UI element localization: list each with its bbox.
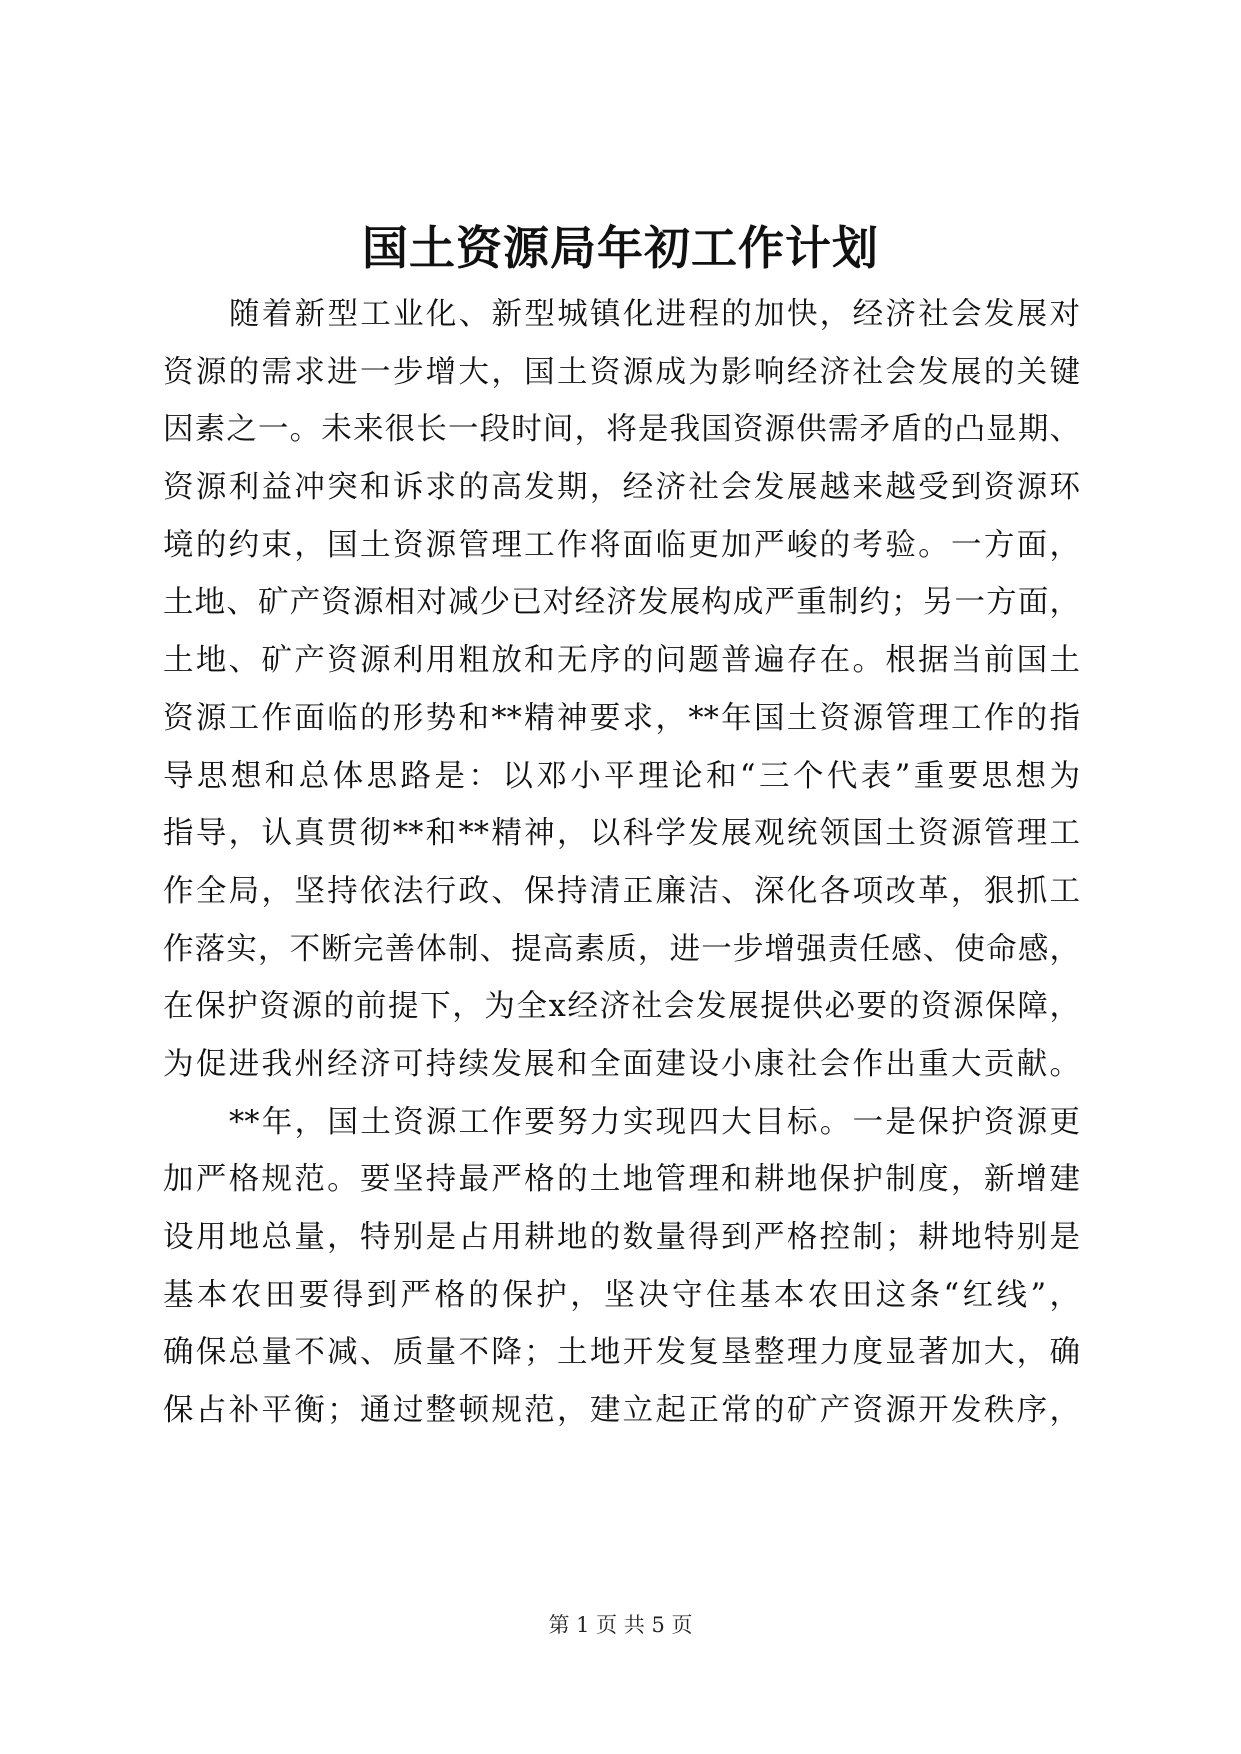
text-line: 资源的需求进一步增大，国土资源成为影响经济社会发展的关键 <box>163 354 1080 390</box>
text-line: 因素之一。未来很长一段时间，将是我国资源供需矛盾的凸显期、 <box>163 412 1080 448</box>
text-line: 确保总量不减、质量不降；土地开发复垦整理力度显著加大，确 <box>163 1335 1080 1371</box>
text-line: 土地、矿产资源利用粗放和无序的问题普遍存在。根据当前国土 <box>163 643 1080 679</box>
text-line: 保占补平衡；通过整顿规范，建立起正常的矿产资源开发秩序， <box>163 1393 1080 1429</box>
document-body <box>163 286 1080 1440</box>
text-line: 资源利益冲突和诉求的高发期，经济社会发展越来越受到资源环 <box>163 470 1080 506</box>
text-line: **年，国土资源工作要努力实现四大目标。一是保护资源更 <box>229 1104 1080 1140</box>
paragraph-2 <box>163 1094 1080 1440</box>
text-line: 随着新型工业化、新型城镇化进程的加快，经济社会发展对 <box>229 297 1080 332</box>
text-line: 为促进我州经济可持续发展和全面建设小康社会作出重大贡献。 <box>163 1046 1080 1082</box>
text-line: 设用地总量，特别是占用耕地的数量得到严格控制；耕地特别是 <box>163 1220 1080 1255</box>
text-line: 境的约束，国土资源管理工作将面临更加严峻的考验。一方面， <box>163 527 1080 563</box>
text-line: 资源工作面临的形势和**精神要求，**年国土资源管理工作的指 <box>163 700 1080 736</box>
document-title: 国土资源局年初工作计划 <box>362 221 879 275</box>
text-line: 作落实，不断完善体制、提高素质，进一步增强责任感、使命感， <box>163 931 1080 967</box>
text-line: 作全局，坚持依法行政、保持清正廉洁、深化各项改革，狠抓工 <box>163 873 1080 909</box>
page-footer: 第 1 页 共 5 页 <box>548 1613 693 1637</box>
text-line: 基本农田要得到严格的保护，坚决守住基本农田这条“红线”， <box>163 1277 1080 1313</box>
text-line: 导思想和总体思路是：以邓小平理论和“三个代表”重要思想为 <box>163 758 1080 794</box>
text-line: 指导，认真贯彻**和**精神，以科学发展观统领国土资源管理工 <box>163 816 1080 852</box>
text-line: 加严格规范。要坚持最严格的土地管理和耕地保护制度，新增建 <box>163 1162 1080 1198</box>
text-line: 土地、矿产资源相对减少已对经济发展构成严重制约；另一方面， <box>163 585 1080 621</box>
text-line: 在保护资源的前提下，为全x经济社会发展提供必要的资源保障， <box>163 989 1080 1025</box>
paragraph-1 <box>163 286 1080 1094</box>
